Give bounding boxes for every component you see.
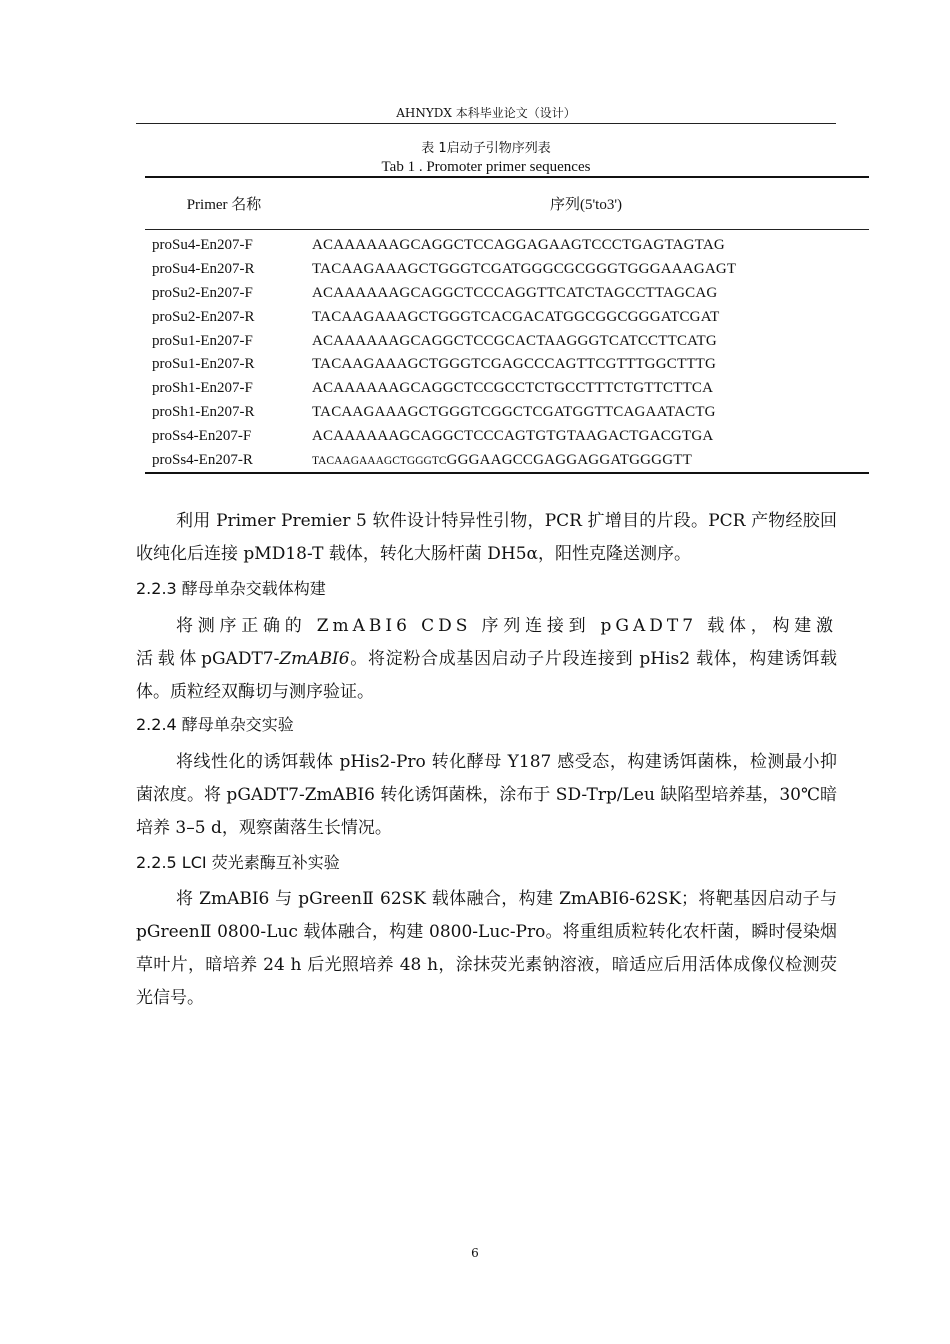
primer-table [145,176,869,474]
primer-sequence [303,448,869,473]
primer-name: proSu4-En207-F [152,237,253,254]
primer-name: proSu4-En207-R [152,261,255,278]
paragraph-yeast-one-hybrid: 将线性化的诱饵载体 pHis2-Pro 转化酵母 Y187 感受态，构建诱饵菌株，检测最小抑菌浓度。将 pGADT7-ZmABI6 转化诱饵菌株，涂布于 SD-Trp/Leu 缺陷型培养基，30℃暗培养 3–5 d，观察菌落生长情况。 [136,752,837,838]
primer-sequence: ACAAAAAAGCAGGCTCCCAGTGTGTAAGACTGACGTGA [312,427,714,444]
table-row [145,401,869,425]
paragraph-vector-construction [136,610,837,709]
primer-name: proSh1-En207-R [152,403,255,420]
table-caption-zh: 表 1启动子引物序列表 [421,141,551,156]
paragraph-lci-assay: 将 ZmABI6 与 pGreenⅡ 62SK 载体融合，构建 ZmABI6-62SK；将靶基因启动子与 pGreenⅡ 0800-Luc 载体融合，构建 0800-Luc-Pro。将重组质粒转化农杆菌，瞬时侵染烟草叶片，暗培养 24 h 后光照培养 48 h，涂抹荧光素钠溶液，暗适应后用活体成像仪检测荧光信号。 [136,889,837,1008]
primer-sequence: TACAAGAAAGCTGGGTCGAGCCCAGTTCGTTTGGCTTTG [312,356,717,373]
primer-sequence: ACAAAAAAGCAGGCTCCGCCTCTGCCTTTCTGTTCTTCA [312,380,714,397]
primer-sequence: TACAAGAAAGCTGGGTCGATGGGCGCGGGTGGGAAAGAGT [312,261,737,278]
primer-name: proSh1-En207-F [152,380,253,397]
paragraph-part: 。将淀粉合成基因启动子片段连接到 pHis2 载体，构建诱饵载体。质粒经双酶切与测序验证。 [136,649,838,702]
primer-name: proSs4-En207-R [152,451,253,468]
paragraph-part: pGADT7- [201,649,280,669]
table-header-row [145,177,869,230]
table-row [145,353,869,377]
table-caption-en: Tab 1 . Promoter primer sequences [381,159,591,175]
table-row [145,230,869,258]
section-heading-2-2-4: 2.2.4 酵母单杂交实验 [136,715,294,734]
primer-sequence: ACAAAAAAGCAGGCTCCCAGGTTCATCTAGCCTTAGCAG [312,284,718,301]
column-header-name: Primer 名称 [186,197,262,213]
page-number: 6 [471,1246,479,1260]
primer-sequence: TACAAGAAAGCTGGGTCGGCTCGATGGTTCAGAATACTG [312,403,716,420]
gene-name-italic: ZmABI6 [279,649,350,669]
section-heading-2-2-5: 2.2.5 LCI 荧光素酶互补实验 [136,853,340,872]
paragraph-primer-design: 利用 Primer Premier 5 软件设计特异性引物，PCR 扩增目的片段。PCR 产物经胶回收纯化后连接 pMD18-T 载体，转化大肠杆菌 DH5α，阳性克隆送测序。 [136,511,837,564]
primer-name: proSu2-En207-R [152,308,255,325]
primer-name: proSu2-En207-F [152,284,253,301]
primer-sequence: ACAAAAAAGCAGGCTCCGCACTAAGGGTCATCCTTCATG [312,332,717,349]
primer-sequence: TACAAGAAAGCTGGGTCACGACATGGCGGCGGGATCGAT [312,308,720,325]
table-row [145,282,869,306]
sequence-rest-part: GGGAAGCCGAGGAGGATGGGGTT [446,451,692,468]
table-row [145,424,869,448]
column-header-sequence: 序列(5'to3') [549,197,623,213]
primer-name: proSu1-En207-F [152,332,253,349]
table-row [145,448,869,473]
table-row [145,305,869,329]
table-row [145,377,869,401]
primer-sequence: ACAAAAAAGCAGGCTCCAGGAGAAGTCCCTGAGTAGTAG [312,237,725,254]
table-row [145,329,869,353]
table-row [145,258,869,282]
sequence-small-part: TACAAGAAAGCTGGGTC [312,454,447,467]
primer-name: proSu1-En207-R [152,356,255,373]
paragraph-part: 将测序正确的 ZmABI6 CDS 序列连接到 pGADT7 载体，构建激活载体 [136,616,837,669]
primer-name: proSs4-En207-F [152,427,252,444]
section-heading-2-2-3: 2.2.3 酵母单杂交载体构建 [136,579,326,598]
page-header: AHNYDX 本科毕业论文（设计） [136,104,836,124]
